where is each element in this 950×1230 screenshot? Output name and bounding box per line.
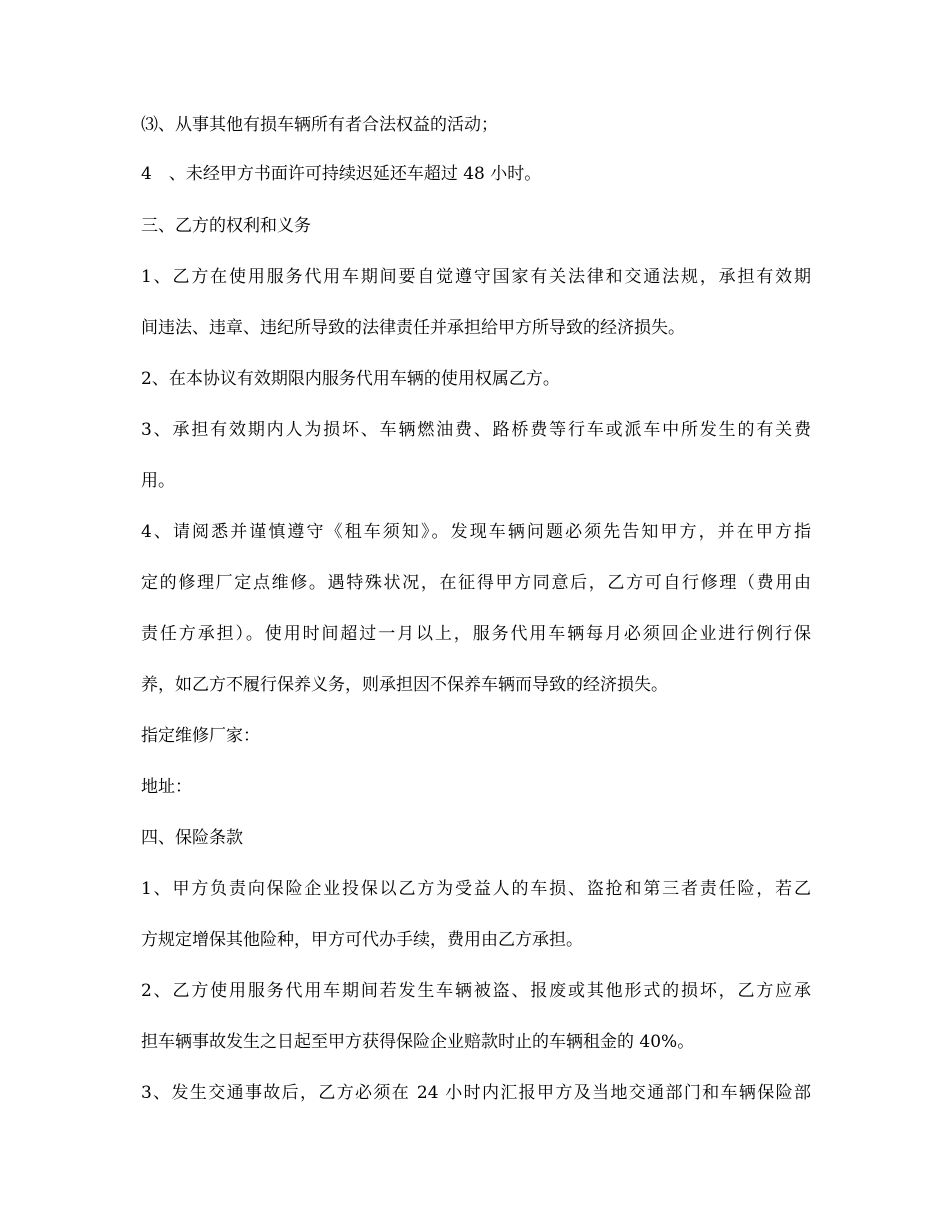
clause-line: 3、发生交通事故后，乙方必须在 24 小时内汇报甲方及当地交通部门和车辆保险部 (141, 1083, 811, 1103)
clause-line: 2、乙方使用服务代用车期间若发生车辆被盗、报废或其他形式的损坏，乙方应承 (141, 981, 811, 1001)
clause-line: 1、乙方在使用服务代用车期间要自觉遵守国家有关法律和交通法规，承担有效期 (141, 267, 811, 287)
clause-line: ⑶、从事其他有损车辆所有者合法权益的活动； (141, 115, 498, 135)
clause-line: 1、甲方负责向保险企业投保以乙方为受益人的车损、盗抢和第三者责任险，若乙 (141, 879, 811, 899)
clause-line: 4、请阅悉并谨慎遵守《租车须知》。发现车辆问题必须先告知甲方，并在甲方指 (141, 522, 811, 542)
clause-line: 定的修理厂定点维修。遇特殊状况，在征得甲方同意后，乙方可自行修理（费用由 (141, 573, 811, 593)
clause-line: 2、在本协议有效期限内服务代用车辆的使用权属乙方。 (141, 369, 560, 389)
form-label-address: 地址： (141, 777, 192, 797)
clause-line: 用。 (141, 471, 175, 491)
clause-line: 担车辆事故发生之日起至甲方获得保险企业赔款时止的车辆租金的 40%。 (141, 1032, 695, 1052)
clause-line: 3、承担有效期内人为损坏、车辆燃油费、路桥费等行车或派车中所发生的有关费 (141, 420, 811, 440)
section-heading: 三、乙方的权利和义务 (141, 216, 311, 236)
form-label-repair-shop: 指定维修厂家： (141, 726, 260, 746)
clause-line: 方规定增保其他险种，甲方可代办手续，费用由乙方承担。 (141, 930, 583, 950)
clause-line: 责任方承担）。使用时间超过一月以上，服务代用车辆每月必须回企业进行例行保 (141, 624, 811, 644)
clause-line: 养，如乙方不履行保养义务，则承担因不保养车辆而导致的经济损失。 (141, 675, 668, 695)
clause-line: 间违法、违章、违纪所导致的法律责任并承担给甲方所导致的经济损失。 (141, 318, 685, 338)
section-heading: 四、保险条款 (141, 828, 243, 848)
clause-line: 4 、未经甲方书面许可持续迟延还车超过 48 小时。 (141, 164, 542, 184)
